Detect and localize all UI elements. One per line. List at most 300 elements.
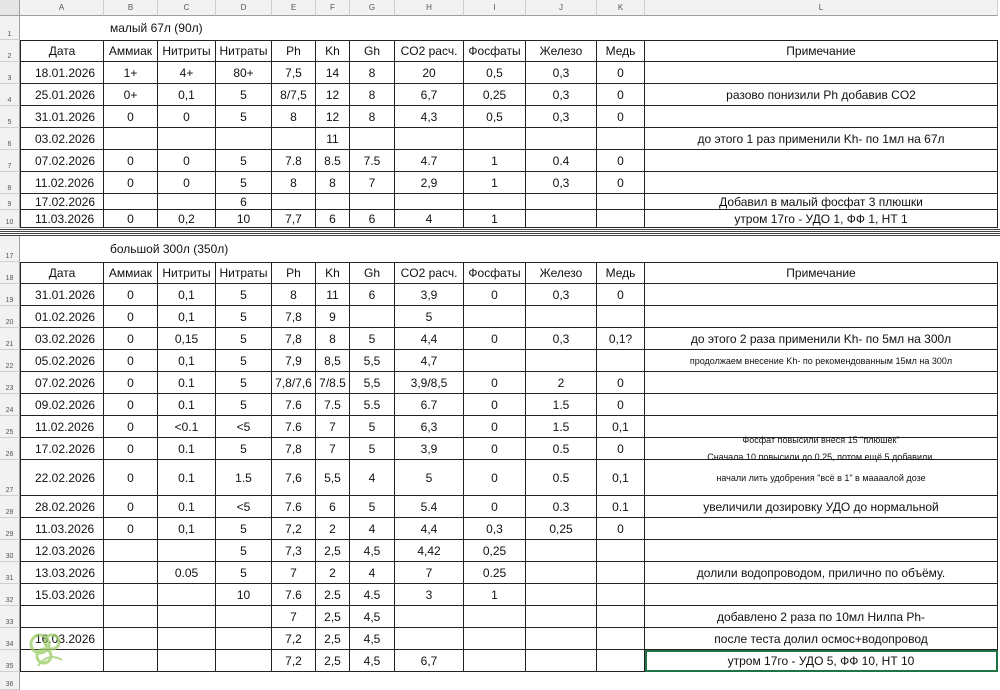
value-cell[interactable]: 0 bbox=[597, 84, 645, 106]
note-cell[interactable] bbox=[645, 394, 998, 416]
value-cell[interactable]: 0 bbox=[597, 438, 645, 460]
value-cell[interactable]: 3 bbox=[395, 584, 464, 606]
value-cell[interactable]: 7.5 bbox=[316, 394, 350, 416]
note-cell[interactable]: увеличили дозировку УДО до нормальной bbox=[645, 496, 998, 518]
value-cell[interactable]: 5,5 bbox=[350, 350, 395, 372]
value-cell[interactable]: 0 bbox=[104, 416, 158, 438]
value-cell[interactable]: 0 bbox=[104, 306, 158, 328]
value-cell[interactable]: 6 bbox=[350, 210, 395, 228]
value-cell[interactable]: 0 bbox=[464, 496, 526, 518]
date-cell[interactable]: 28.02.2026 bbox=[20, 496, 104, 518]
value-cell[interactable]: 0 bbox=[464, 438, 526, 460]
value-cell[interactable]: 0 bbox=[597, 62, 645, 84]
column-header[interactable]: K bbox=[597, 0, 645, 16]
header-cell[interactable]: Gh bbox=[350, 262, 395, 284]
value-cell[interactable]: 5 bbox=[216, 540, 272, 562]
value-cell[interactable]: 0 bbox=[158, 106, 216, 128]
value-cell[interactable] bbox=[104, 194, 158, 210]
value-cell[interactable] bbox=[526, 584, 597, 606]
value-cell[interactable] bbox=[158, 628, 216, 650]
value-cell[interactable]: 8.5 bbox=[316, 150, 350, 172]
date-cell[interactable]: 11.02.2026 bbox=[20, 172, 104, 194]
value-cell[interactable] bbox=[316, 194, 350, 210]
value-cell[interactable] bbox=[597, 606, 645, 628]
header-cell[interactable]: Нитраты bbox=[216, 40, 272, 62]
value-cell[interactable] bbox=[597, 628, 645, 650]
value-cell[interactable] bbox=[272, 194, 316, 210]
value-cell[interactable]: 1.5 bbox=[216, 460, 272, 496]
value-cell[interactable]: 5 bbox=[216, 350, 272, 372]
value-cell[interactable]: 7 bbox=[316, 416, 350, 438]
value-cell[interactable]: 3,9/8,5 bbox=[395, 372, 464, 394]
value-cell[interactable] bbox=[597, 194, 645, 210]
value-cell[interactable]: 0,1 bbox=[158, 284, 216, 306]
value-cell[interactable]: 7.6 bbox=[272, 394, 316, 416]
value-cell[interactable]: 8,5 bbox=[316, 350, 350, 372]
value-cell[interactable]: 5,5 bbox=[316, 460, 350, 496]
date-cell[interactable]: 31.01.2026 bbox=[20, 284, 104, 306]
value-cell[interactable]: 7,5 bbox=[272, 62, 316, 84]
note-cell[interactable]: после теста долил осмос+водопровод bbox=[645, 628, 998, 650]
header-cell[interactable]: Kh bbox=[316, 262, 350, 284]
value-cell[interactable]: 6,7 bbox=[395, 84, 464, 106]
value-cell[interactable]: 4+ bbox=[158, 62, 216, 84]
value-cell[interactable]: 2,5 bbox=[316, 628, 350, 650]
value-cell[interactable]: 10 bbox=[216, 210, 272, 228]
value-cell[interactable]: 5 bbox=[216, 438, 272, 460]
value-cell[interactable] bbox=[158, 584, 216, 606]
value-cell[interactable]: 8/7,5 bbox=[272, 84, 316, 106]
value-cell[interactable] bbox=[464, 628, 526, 650]
note-cell[interactable]: добавлено 2 раза по 10мл Нилпа Ph- bbox=[645, 606, 998, 628]
value-cell[interactable]: 12 bbox=[316, 84, 350, 106]
header-cell[interactable]: Нитриты bbox=[158, 262, 216, 284]
date-cell[interactable]: 05.02.2026 bbox=[20, 350, 104, 372]
value-cell[interactable]: 7,8/7,6 bbox=[272, 372, 316, 394]
row-header[interactable]: 32 bbox=[0, 584, 20, 606]
value-cell[interactable]: 5.4 bbox=[395, 496, 464, 518]
value-cell[interactable] bbox=[597, 306, 645, 328]
header-cell[interactable]: Примечание bbox=[645, 262, 998, 284]
value-cell[interactable]: 0,3 bbox=[464, 518, 526, 540]
value-cell[interactable]: 0,1 bbox=[597, 416, 645, 438]
header-cell[interactable]: Kh bbox=[316, 40, 350, 62]
value-cell[interactable]: 8 bbox=[272, 106, 316, 128]
value-cell[interactable] bbox=[526, 540, 597, 562]
value-cell[interactable] bbox=[464, 306, 526, 328]
value-cell[interactable]: 0,5 bbox=[464, 62, 526, 84]
value-cell[interactable]: 2.5 bbox=[316, 584, 350, 606]
row-header[interactable]: 27 bbox=[0, 460, 20, 496]
date-cell[interactable]: 31.01.2026 bbox=[20, 106, 104, 128]
value-cell[interactable] bbox=[597, 350, 645, 372]
value-cell[interactable] bbox=[158, 606, 216, 628]
note-cell[interactable]: начали лить удобрения "всё в 1" в маааалой дозе bbox=[645, 460, 998, 496]
date-cell[interactable]: 15.03.2026 bbox=[20, 584, 104, 606]
value-cell[interactable]: 0,2 bbox=[158, 210, 216, 228]
value-cell[interactable]: 0 bbox=[464, 394, 526, 416]
row-header[interactable]: 31 bbox=[0, 562, 20, 584]
value-cell[interactable] bbox=[526, 210, 597, 228]
value-cell[interactable]: 5 bbox=[350, 496, 395, 518]
value-cell[interactable]: 4.5 bbox=[350, 584, 395, 606]
value-cell[interactable]: 4,7 bbox=[395, 350, 464, 372]
value-cell[interactable] bbox=[395, 628, 464, 650]
column-header[interactable]: E bbox=[272, 0, 316, 16]
value-cell[interactable]: 7 bbox=[350, 172, 395, 194]
column-header[interactable]: J bbox=[526, 0, 597, 16]
value-cell[interactable]: 5 bbox=[350, 416, 395, 438]
value-cell[interactable]: 6,3 bbox=[395, 416, 464, 438]
value-cell[interactable]: 7.6 bbox=[272, 584, 316, 606]
value-cell[interactable]: 8 bbox=[316, 172, 350, 194]
row-header[interactable]: 28 bbox=[0, 496, 20, 518]
value-cell[interactable] bbox=[104, 540, 158, 562]
value-cell[interactable]: 14 bbox=[316, 62, 350, 84]
column-header[interactable]: C bbox=[158, 0, 216, 16]
date-cell[interactable]: 07.02.2026 bbox=[20, 372, 104, 394]
row-header[interactable]: 25 bbox=[0, 416, 20, 438]
value-cell[interactable]: 20 bbox=[395, 62, 464, 84]
value-cell[interactable]: 0,1 bbox=[158, 306, 216, 328]
value-cell[interactable]: 0 bbox=[104, 496, 158, 518]
value-cell[interactable]: 7,6 bbox=[272, 460, 316, 496]
value-cell[interactable]: 6 bbox=[216, 194, 272, 210]
value-cell[interactable]: 3,9 bbox=[395, 438, 464, 460]
note-cell[interactable] bbox=[645, 306, 998, 328]
value-cell[interactable]: 5 bbox=[216, 372, 272, 394]
value-cell[interactable]: 7,8 bbox=[272, 438, 316, 460]
row-header[interactable]: 8 bbox=[0, 172, 20, 194]
value-cell[interactable]: 4,5 bbox=[350, 628, 395, 650]
note-cell[interactable]: утром 17го - УДО 5, ФФ 10, НТ 10 bbox=[645, 650, 998, 672]
date-cell[interactable]: 12.03.2026 bbox=[20, 540, 104, 562]
value-cell[interactable]: 6 bbox=[316, 210, 350, 228]
date-cell[interactable]: 17.02.2026 bbox=[20, 194, 104, 210]
value-cell[interactable]: 4 bbox=[395, 210, 464, 228]
value-cell[interactable]: 0.1 bbox=[158, 460, 216, 496]
value-cell[interactable]: 5 bbox=[350, 328, 395, 350]
value-cell[interactable] bbox=[104, 628, 158, 650]
value-cell[interactable]: 0,3 bbox=[526, 172, 597, 194]
value-cell[interactable] bbox=[158, 194, 216, 210]
value-cell[interactable]: 6 bbox=[316, 496, 350, 518]
column-header[interactable]: L bbox=[645, 0, 998, 16]
note-cell[interactable]: утром 17го - УДО 1, ФФ 1, НТ 1 bbox=[645, 210, 998, 228]
value-cell[interactable]: 3,9 bbox=[395, 284, 464, 306]
value-cell[interactable] bbox=[350, 128, 395, 150]
row-header[interactable]: 3 bbox=[0, 62, 20, 84]
note-cell[interactable]: продолжаем внесение Kh- по рекомендованным 15мл на 300л bbox=[645, 350, 998, 372]
value-cell[interactable]: 7,8 bbox=[272, 328, 316, 350]
value-cell[interactable] bbox=[104, 128, 158, 150]
note-cell[interactable] bbox=[645, 106, 998, 128]
value-cell[interactable]: 0,25 bbox=[526, 518, 597, 540]
value-cell[interactable] bbox=[526, 562, 597, 584]
date-cell[interactable]: 03.02.2026 bbox=[20, 128, 104, 150]
header-cell[interactable]: Железо bbox=[526, 40, 597, 62]
value-cell[interactable] bbox=[216, 128, 272, 150]
value-cell[interactable]: 2 bbox=[316, 518, 350, 540]
header-cell[interactable]: Фосфаты bbox=[464, 262, 526, 284]
column-header[interactable]: I bbox=[464, 0, 526, 16]
value-cell[interactable]: 10 bbox=[216, 584, 272, 606]
value-cell[interactable]: 5 bbox=[350, 438, 395, 460]
value-cell[interactable]: 0.25 bbox=[464, 562, 526, 584]
value-cell[interactable]: 7,2 bbox=[272, 518, 316, 540]
row-header[interactable]: 2 bbox=[0, 40, 20, 62]
value-cell[interactable]: 11 bbox=[316, 284, 350, 306]
value-cell[interactable]: 8 bbox=[350, 62, 395, 84]
value-cell[interactable]: 4.7 bbox=[395, 150, 464, 172]
value-cell[interactable]: 8 bbox=[316, 328, 350, 350]
value-cell[interactable] bbox=[395, 128, 464, 150]
value-cell[interactable]: 7/8.5 bbox=[316, 372, 350, 394]
note-cell[interactable] bbox=[645, 518, 998, 540]
value-cell[interactable]: 0 bbox=[597, 172, 645, 194]
value-cell[interactable]: 0.1 bbox=[158, 372, 216, 394]
value-cell[interactable] bbox=[104, 584, 158, 606]
value-cell[interactable]: 1 bbox=[464, 210, 526, 228]
row-header[interactable]: 33 bbox=[0, 606, 20, 628]
note-cell[interactable] bbox=[645, 150, 998, 172]
value-cell[interactable]: 5 bbox=[216, 284, 272, 306]
value-cell[interactable]: 7,2 bbox=[272, 628, 316, 650]
note-cell[interactable] bbox=[645, 62, 998, 84]
value-cell[interactable]: 5 bbox=[216, 150, 272, 172]
row-header[interactable]: 6 bbox=[0, 128, 20, 150]
value-cell[interactable]: 0 bbox=[104, 210, 158, 228]
value-cell[interactable]: 0.1 bbox=[158, 394, 216, 416]
value-cell[interactable]: 4,5 bbox=[350, 606, 395, 628]
value-cell[interactable]: 0,3 bbox=[526, 62, 597, 84]
value-cell[interactable]: 2,5 bbox=[316, 650, 350, 672]
value-cell[interactable] bbox=[597, 562, 645, 584]
value-cell[interactable] bbox=[597, 650, 645, 672]
value-cell[interactable]: 5 bbox=[216, 306, 272, 328]
value-cell[interactable] bbox=[104, 606, 158, 628]
value-cell[interactable]: 2 bbox=[316, 562, 350, 584]
value-cell[interactable]: 0 bbox=[104, 438, 158, 460]
value-cell[interactable] bbox=[526, 650, 597, 672]
value-cell[interactable]: 0+ bbox=[104, 84, 158, 106]
column-header[interactable]: G bbox=[350, 0, 395, 16]
value-cell[interactable]: 4 bbox=[350, 562, 395, 584]
value-cell[interactable] bbox=[104, 562, 158, 584]
value-cell[interactable] bbox=[158, 650, 216, 672]
value-cell[interactable]: 7,7 bbox=[272, 210, 316, 228]
value-cell[interactable]: 8 bbox=[350, 84, 395, 106]
value-cell[interactable]: 5 bbox=[216, 328, 272, 350]
value-cell[interactable]: 0 bbox=[104, 372, 158, 394]
row-header[interactable]: 10 bbox=[0, 210, 20, 228]
value-cell[interactable] bbox=[526, 306, 597, 328]
row-header[interactable]: 4 bbox=[0, 84, 20, 106]
value-cell[interactable]: 7 bbox=[395, 562, 464, 584]
value-cell[interactable] bbox=[526, 350, 597, 372]
value-cell[interactable]: 0 bbox=[158, 150, 216, 172]
value-cell[interactable]: 0 bbox=[597, 394, 645, 416]
value-cell[interactable]: 5 bbox=[216, 172, 272, 194]
value-cell[interactable]: 5 bbox=[395, 460, 464, 496]
date-cell[interactable]: 03.02.2026 bbox=[20, 328, 104, 350]
row-header[interactable]: 23 bbox=[0, 372, 20, 394]
value-cell[interactable]: 0 bbox=[104, 518, 158, 540]
date-cell[interactable]: 11.03.2026 bbox=[20, 210, 104, 228]
value-cell[interactable]: 1.5 bbox=[526, 416, 597, 438]
value-cell[interactable]: 0 bbox=[104, 150, 158, 172]
value-cell[interactable] bbox=[158, 540, 216, 562]
date-cell[interactable]: 18.01.2026 bbox=[20, 62, 104, 84]
value-cell[interactable]: 8 bbox=[272, 284, 316, 306]
column-header[interactable]: D bbox=[216, 0, 272, 16]
value-cell[interactable]: 0,1 bbox=[158, 84, 216, 106]
value-cell[interactable] bbox=[395, 606, 464, 628]
value-cell[interactable] bbox=[216, 606, 272, 628]
value-cell[interactable]: 0,25 bbox=[464, 540, 526, 562]
date-cell[interactable]: 01.02.2026 bbox=[20, 306, 104, 328]
row-header[interactable]: 1 bbox=[0, 16, 20, 40]
note-cell[interactable] bbox=[645, 584, 998, 606]
value-cell[interactable]: 0 bbox=[104, 350, 158, 372]
value-cell[interactable]: 0,3 bbox=[526, 84, 597, 106]
date-cell[interactable]: 07.02.2026 bbox=[20, 150, 104, 172]
value-cell[interactable]: 0.5 bbox=[526, 438, 597, 460]
row-header[interactable]: 19 bbox=[0, 284, 20, 306]
value-cell[interactable]: 0 bbox=[104, 284, 158, 306]
value-cell[interactable]: 7.6 bbox=[272, 496, 316, 518]
row-header[interactable]: 26 bbox=[0, 438, 20, 460]
select-all-corner[interactable] bbox=[0, 0, 20, 16]
header-cell[interactable]: Аммиак bbox=[104, 262, 158, 284]
column-header[interactable]: H bbox=[395, 0, 464, 16]
date-cell[interactable]: 09.02.2026 bbox=[20, 394, 104, 416]
value-cell[interactable]: 5 bbox=[216, 518, 272, 540]
value-cell[interactable]: 9 bbox=[316, 306, 350, 328]
row-header[interactable]: 34 bbox=[0, 628, 20, 650]
value-cell[interactable] bbox=[158, 128, 216, 150]
header-cell[interactable]: Аммиак bbox=[104, 40, 158, 62]
row-header[interactable]: 18 bbox=[0, 262, 20, 284]
value-cell[interactable]: 0,25 bbox=[464, 84, 526, 106]
value-cell[interactable]: 8 bbox=[350, 106, 395, 128]
value-cell[interactable]: 4,5 bbox=[350, 540, 395, 562]
value-cell[interactable] bbox=[395, 194, 464, 210]
value-cell[interactable]: 5 bbox=[216, 84, 272, 106]
value-cell[interactable]: 4 bbox=[350, 460, 395, 496]
value-cell[interactable]: 5.5 bbox=[350, 394, 395, 416]
note-cell[interactable]: до этого 2 раза применили Kh- по 5мл на 300л bbox=[645, 328, 998, 350]
value-cell[interactable]: 0,5 bbox=[464, 106, 526, 128]
date-cell[interactable]: 25.01.2026 bbox=[20, 84, 104, 106]
header-cell[interactable]: CO2 расч. bbox=[395, 262, 464, 284]
value-cell[interactable]: 0 bbox=[104, 328, 158, 350]
header-cell[interactable]: Фосфаты bbox=[464, 40, 526, 62]
row-header[interactable]: 5 bbox=[0, 106, 20, 128]
value-cell[interactable]: 6,7 bbox=[395, 650, 464, 672]
row-header[interactable]: 30 bbox=[0, 540, 20, 562]
value-cell[interactable]: 2,5 bbox=[316, 540, 350, 562]
value-cell[interactable] bbox=[350, 194, 395, 210]
value-cell[interactable]: 0,1 bbox=[158, 350, 216, 372]
value-cell[interactable] bbox=[464, 650, 526, 672]
row-header[interactable]: 22 bbox=[0, 350, 20, 372]
value-cell[interactable] bbox=[526, 128, 597, 150]
value-cell[interactable]: 4,5 bbox=[350, 650, 395, 672]
value-cell[interactable]: 0,1? bbox=[597, 328, 645, 350]
value-cell[interactable]: 5 bbox=[216, 562, 272, 584]
note-cell[interactable]: долили водопроводом, прилично по объёму. bbox=[645, 562, 998, 584]
value-cell[interactable]: 5,5 bbox=[350, 372, 395, 394]
value-cell[interactable]: 7,8 bbox=[272, 306, 316, 328]
value-cell[interactable]: 1+ bbox=[104, 62, 158, 84]
value-cell[interactable] bbox=[464, 128, 526, 150]
header-cell[interactable]: Ph bbox=[272, 40, 316, 62]
value-cell[interactable] bbox=[216, 628, 272, 650]
header-cell[interactable]: Примечание bbox=[645, 40, 998, 62]
value-cell[interactable]: 7.6 bbox=[272, 416, 316, 438]
value-cell[interactable]: 7.8 bbox=[272, 150, 316, 172]
row-header[interactable]: 36 bbox=[0, 672, 20, 690]
value-cell[interactable]: 5 bbox=[395, 306, 464, 328]
value-cell[interactable] bbox=[526, 628, 597, 650]
header-cell[interactable]: Нитраты bbox=[216, 262, 272, 284]
value-cell[interactable]: 0 bbox=[464, 284, 526, 306]
header-cell[interactable]: Gh bbox=[350, 40, 395, 62]
value-cell[interactable] bbox=[272, 128, 316, 150]
value-cell[interactable]: 0 bbox=[104, 460, 158, 496]
date-cell[interactable]: 11.03.2026 bbox=[20, 518, 104, 540]
header-cell[interactable]: Дата bbox=[20, 262, 104, 284]
value-cell[interactable]: 8 bbox=[272, 172, 316, 194]
row-header[interactable]: 20 bbox=[0, 306, 20, 328]
value-cell[interactable] bbox=[526, 606, 597, 628]
value-cell[interactable]: 0.1 bbox=[597, 496, 645, 518]
date-cell[interactable]: 11.02.2026 bbox=[20, 416, 104, 438]
value-cell[interactable]: 0.4 bbox=[526, 150, 597, 172]
value-cell[interactable]: 0 bbox=[597, 372, 645, 394]
value-cell[interactable]: 0.5 bbox=[526, 460, 597, 496]
value-cell[interactable]: 6 bbox=[350, 284, 395, 306]
value-cell[interactable]: 4,4 bbox=[395, 518, 464, 540]
row-header[interactable]: 21 bbox=[0, 328, 20, 350]
value-cell[interactable]: 7 bbox=[272, 606, 316, 628]
value-cell[interactable]: 1 bbox=[464, 150, 526, 172]
value-cell[interactable] bbox=[104, 650, 158, 672]
value-cell[interactable]: 0 bbox=[158, 172, 216, 194]
row-header[interactable]: 17 bbox=[0, 236, 20, 262]
value-cell[interactable]: 80+ bbox=[216, 62, 272, 84]
value-cell[interactable]: 4,3 bbox=[395, 106, 464, 128]
note-cell[interactable]: разово понизили Ph добавив CO2 bbox=[645, 84, 998, 106]
value-cell[interactable]: 0 bbox=[597, 284, 645, 306]
value-cell[interactable]: 4,42 bbox=[395, 540, 464, 562]
value-cell[interactable]: 4,4 bbox=[395, 328, 464, 350]
header-cell[interactable]: Медь bbox=[597, 262, 645, 284]
note-cell[interactable]: Добавил в малый фосфат 3 плюшки bbox=[645, 194, 998, 210]
value-cell[interactable]: <5 bbox=[216, 496, 272, 518]
column-header[interactable]: F bbox=[316, 0, 350, 16]
value-cell[interactable]: 1.5 bbox=[526, 394, 597, 416]
date-cell[interactable]: 17.02.2026 bbox=[20, 438, 104, 460]
value-cell[interactable]: 0,3 bbox=[526, 106, 597, 128]
value-cell[interactable]: 0.05 bbox=[158, 562, 216, 584]
row-header[interactable]: 35 bbox=[0, 650, 20, 672]
value-cell[interactable]: 0.1 bbox=[158, 438, 216, 460]
value-cell[interactable]: 6.7 bbox=[395, 394, 464, 416]
value-cell[interactable]: <5 bbox=[216, 416, 272, 438]
note-cell[interactable] bbox=[645, 372, 998, 394]
